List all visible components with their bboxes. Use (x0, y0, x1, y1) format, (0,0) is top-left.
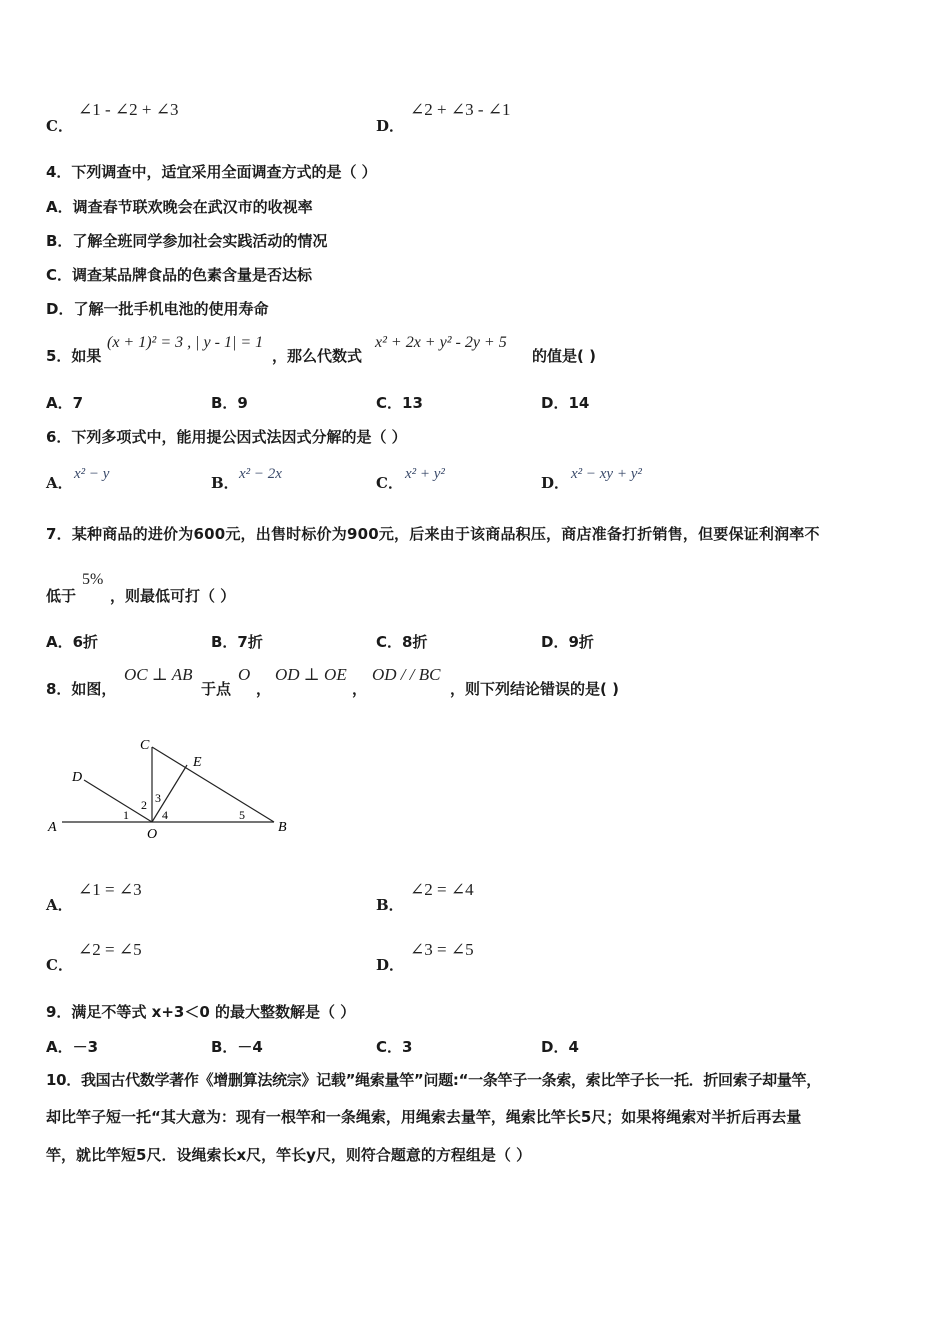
q5-mid: ，那么代数式 (272, 347, 363, 365)
q9-option-c: C．3 (376, 1038, 413, 1056)
line-cb (152, 747, 274, 822)
q8-point: O (238, 665, 251, 684)
q9-option-d: D．4 (541, 1038, 579, 1056)
q8-option-d-label: D． (376, 956, 405, 974)
q3-option-d-expr: ∠2 + ∠3 - ∠1 (410, 100, 511, 119)
q6-option-d-expr: x² − xy + y² (571, 466, 642, 482)
q6-option-b-label: B． (211, 474, 239, 492)
q8-cond2: OD ⊥ OE (275, 665, 347, 684)
q8-option-c-expr: ∠2 = ∠5 (78, 940, 142, 959)
q6-option-d-label: D． (541, 474, 570, 492)
q10-line3: 竿，就比竿短5尺．设绳索长x尺，竿长y尺，则符合题意的方程组是（ ） (46, 1146, 532, 1164)
q6-option-c-expr: x² + y² (405, 466, 445, 482)
q3-option-c-label: C． (46, 117, 73, 135)
q4-option-c: C．调查某品牌食品的色素含量是否达标 (46, 266, 313, 284)
point-label-a: A (48, 820, 57, 835)
q7-option-b: B．7折 (211, 633, 263, 651)
q3-option-c-expr: ∠1 - ∠2 + ∠3 (78, 100, 179, 119)
q6-option-a-expr: x² − y (74, 466, 110, 482)
q3-option-d-label: D． (376, 117, 405, 135)
q7-option-c: C．8折 (376, 633, 428, 651)
q5-option-c: C．13 (376, 394, 423, 412)
point-label-b: B (278, 820, 287, 835)
q6-option-b-expr: x² − 2x (239, 466, 282, 482)
q5-prefix: 5．如果 (46, 347, 102, 365)
q5-option-b: B．9 (211, 394, 248, 412)
angle-label-4: 4 (162, 808, 168, 822)
angle-label-5: 5 (239, 808, 245, 822)
q6-option-c-label: C． (376, 474, 403, 492)
q6-option-a-label: A． (46, 474, 73, 492)
angle-label-2: 2 (141, 798, 147, 812)
q4-stem: 4．下列调查中，适宜采用全面调查方式的是（ ） (46, 163, 377, 181)
q7-percent: 5% (82, 571, 104, 588)
q8-comma1: ， (256, 680, 272, 698)
q8-option-b-expr: ∠2 = ∠4 (410, 880, 474, 899)
q7-line1: 7．某种商品的进价为600元，出售时标价为900元，后来由于该商品积压，商店准备打折销售，但要保证利润率不 (46, 525, 820, 543)
q8-option-a-label: A． (46, 896, 73, 914)
angle-label-3: 3 (155, 791, 161, 805)
q4-option-a: A．调查春节联欢晚会在武汉市的收视率 (46, 198, 313, 216)
point-label-d: D (72, 770, 83, 785)
q8-option-c-label: C． (46, 956, 73, 974)
q5-condition: (x + 1)² = 3 , | y - 1| = 1 (107, 334, 264, 351)
point-label-o: O (147, 827, 158, 842)
q7-option-a: A．6折 (46, 633, 99, 651)
q4-option-b: B．了解全班同学参加社会实践活动的情况 (46, 232, 328, 250)
point-label-c: C (140, 738, 150, 753)
q5-option-a: A．7 (46, 394, 84, 412)
q8-option-d-expr: ∠3 = ∠5 (410, 940, 474, 959)
q8-cond1: OC ⊥ AB (124, 665, 193, 684)
q5-option-d: D．14 (541, 394, 590, 412)
q10-line2: 却比竿子短一托“其大意为：现有一根竿和一条绳索，用绳索去量竿，绳索比竿长5尺；如果将绳索对半折后再去量 (46, 1108, 802, 1126)
point-label-e: E (193, 755, 202, 770)
q9-option-b: B．－4 (211, 1038, 263, 1056)
q8-mid1: 于点 (201, 680, 232, 698)
q10-line1: 10．我国古代数学著作《增删算法统宗》记载”绳索量竿”问题:“一条竿子一条索，索比竿子长一托．折回索子却量竿， (46, 1071, 821, 1089)
q9-option-a: A．－3 (46, 1038, 99, 1056)
q7-line2-prefix: 低于 (46, 587, 77, 605)
q6-stem: 6．下列多项式中，能用提公因式法因式分解的是（ ） (46, 428, 407, 446)
q8-comma2: ， (352, 680, 368, 698)
q8-prefix: 8．如图， (46, 680, 117, 698)
q8-geometry-figure (40, 730, 300, 845)
q7-option-d: D．9折 (541, 633, 594, 651)
q8-option-b-label: B． (376, 896, 404, 914)
q8-suffix: ，则下列结论错误的是( ) (450, 680, 619, 698)
q9-stem: 9．满足不等式 x+3＜0 的最大整数解是（ ） (46, 1003, 356, 1021)
q4-option-d: D．了解一批手机电池的使用寿命 (46, 300, 269, 318)
q8-option-a-expr: ∠1 = ∠3 (78, 880, 142, 899)
q8-cond3: OD / / BC (372, 665, 441, 684)
q7-line2-suffix: ，则最低可打（ ） (110, 587, 236, 605)
q5-suffix: 的值是( ) (532, 347, 596, 365)
q5-expression: x² + 2x + y² - 2y + 5 (375, 334, 507, 351)
angle-label-1: 1 (123, 808, 129, 822)
